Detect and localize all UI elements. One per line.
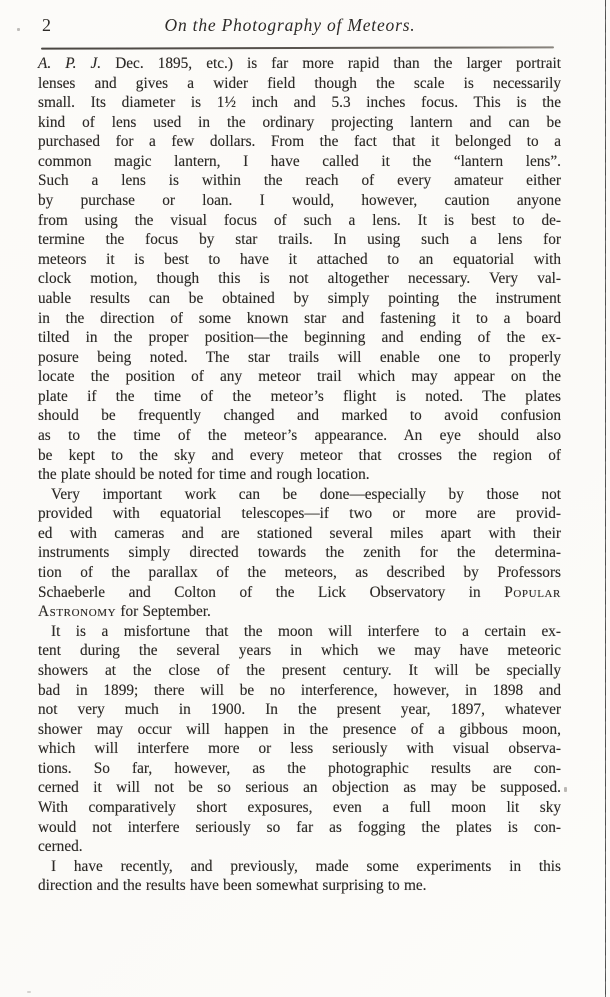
page-header [0, 15, 610, 39]
plain-text: plate if the time of the meteor’s flight is noted. The plates [38, 387, 561, 405]
small-caps-text: Astronomy [38, 603, 117, 621]
plain-text: which will interfere more or less seriously with visual observa- [38, 740, 561, 758]
plain-text: tion of the parallax of the meteors, as described by Professors [38, 564, 561, 582]
plain-text: lenses and gives a wider field though the scale is necessarily [38, 74, 561, 92]
plain-text: in the direction of some known star and fastening it to a board [38, 309, 561, 327]
text-line [38, 152, 561, 172]
plain-text: meteors it is best to have it attached to an equatorial with [38, 250, 561, 268]
text-line [38, 191, 561, 211]
running-title: On the Photography of Meteors. [164, 15, 416, 35]
text-line [38, 583, 561, 603]
plain-text: Such a lens is within the reach of every amateur either [38, 172, 561, 190]
text-line [38, 778, 561, 798]
page-edge-line [605, 0, 607, 997]
text-line [38, 387, 561, 407]
plain-text: direction and the results have been somewhat surprising to me. [38, 877, 427, 895]
plain-text: cerned. [38, 838, 83, 856]
text-line [38, 818, 561, 838]
text-line [38, 739, 561, 759]
text-line [38, 798, 561, 818]
plain-text: small. Its diameter is 1½ inch and 5.3 inches focus. This is the [38, 94, 561, 112]
text-line [38, 641, 561, 661]
text-line [38, 250, 561, 270]
text-line [38, 857, 561, 877]
text-line [38, 269, 561, 289]
text-line [38, 74, 561, 94]
plain-text: provided with equatorial telescopes—if two or more are provid- [38, 505, 561, 523]
plain-text: purchased for a few dollars. From the fact that it belonged to a [38, 133, 561, 151]
ink-speck [564, 787, 567, 792]
text-line [38, 524, 561, 544]
text-line [38, 171, 561, 191]
plain-text: for September. [116, 603, 211, 621]
text-line [38, 426, 561, 446]
plain-text: termine the focus by star trails. In using such a lens for [38, 231, 561, 249]
text-line [38, 289, 561, 309]
text-line [38, 504, 561, 524]
plain-text: locate the position of any meteor trail which may appear on the [38, 368, 561, 386]
plain-text: tilted in the proper position—the beginning and ending of the ex- [38, 329, 561, 347]
text-line [38, 132, 561, 152]
text-line [38, 309, 561, 329]
text-line [38, 543, 561, 563]
text-line [38, 876, 561, 896]
text-line [38, 211, 561, 231]
plain-text: not very much in 1900. In the present year, 1897, whatever [38, 701, 561, 719]
text-line [38, 465, 561, 485]
text-line [38, 602, 561, 622]
plain-text: should be frequently changed and marked to avoid confusion [38, 407, 561, 425]
text-line [38, 681, 561, 701]
text-line [38, 367, 561, 387]
text-line [38, 230, 561, 250]
plain-text: showers at the close of the present century. It will be specially [38, 661, 561, 679]
plain-text: as to the time of the meteor’s appearance. An eye should also [38, 426, 561, 444]
plain-text: clock motion, though this is not altogether necessary. Very val- [38, 270, 561, 288]
plain-text: common magic lantern, I have called it the “lantern lens”. [38, 152, 561, 170]
text-line [38, 348, 561, 368]
text-line [38, 54, 561, 74]
text-line [38, 661, 561, 681]
ink-speck [27, 991, 31, 993]
italic-text: A. P. J. [38, 55, 102, 72]
plain-text: cerned it will not be so serious an objection as may be supposed. [38, 779, 561, 797]
plain-text: Schaeberle and Colton of the Lick Observatory in [38, 583, 505, 601]
text-line [38, 485, 561, 505]
plain-text: I have recently, and previously, made some experiments in this [51, 857, 561, 875]
text-line [38, 720, 561, 740]
plain-text: Dec. 1895, etc.) is far more rapid than the larger portrait [101, 55, 561, 72]
plain-text: the plate should be noted for time and rough location. [38, 466, 370, 484]
plain-text: tions. So far, however, as the photographic results are con- [38, 759, 561, 777]
plain-text: It is a misfortune that the moon will interfere to a certain ex- [51, 622, 561, 640]
ink-speck [17, 28, 20, 31]
text-line [38, 446, 561, 466]
text-line [38, 406, 561, 426]
plain-text: With comparatively short exposures, even a full moon lit sky [38, 798, 561, 816]
text-line [38, 93, 561, 113]
body-text [38, 54, 561, 896]
text-line [38, 622, 561, 642]
text-line [38, 837, 561, 857]
page-number: 2 [42, 15, 52, 35]
plain-text: Very important work can be done—especially by those not [51, 485, 561, 503]
header-rule [41, 46, 554, 49]
plain-text: bad in 1899; there will be no interference, however, in 1898 and [38, 681, 561, 699]
plain-text: uable results can be obtained by simply pointing the instrument [38, 289, 561, 307]
plain-text: from using the visual focus of such a lens. It is best to de- [38, 211, 561, 229]
text-line [38, 700, 561, 720]
plain-text: be kept to the sky and every meteor that crosses the region of [38, 446, 561, 464]
plain-text: kind of lens used in the ordinary projecting lantern and can be [38, 113, 561, 131]
text-line [38, 563, 561, 583]
plain-text: tent during the several years in which we may have meteoric [38, 642, 561, 660]
plain-text: would not interfere seriously so far as fogging the plates is con- [38, 818, 561, 836]
plain-text: posure being noted. The star trails will enable one to properly [38, 348, 561, 366]
text-line [38, 328, 561, 348]
plain-text: by purchase or loan. I would, however, caution anyone [38, 192, 561, 210]
plain-text: instruments simply directed towards the zenith for the determina- [38, 544, 561, 562]
text-line [38, 759, 561, 779]
small-caps-text: Popular [504, 583, 561, 601]
plain-text: shower may occur will happen in the presence of a gibbous moon, [38, 720, 561, 738]
text-line [38, 113, 561, 133]
plain-text: ed with cameras and are stationed several miles apart with their [38, 524, 561, 542]
